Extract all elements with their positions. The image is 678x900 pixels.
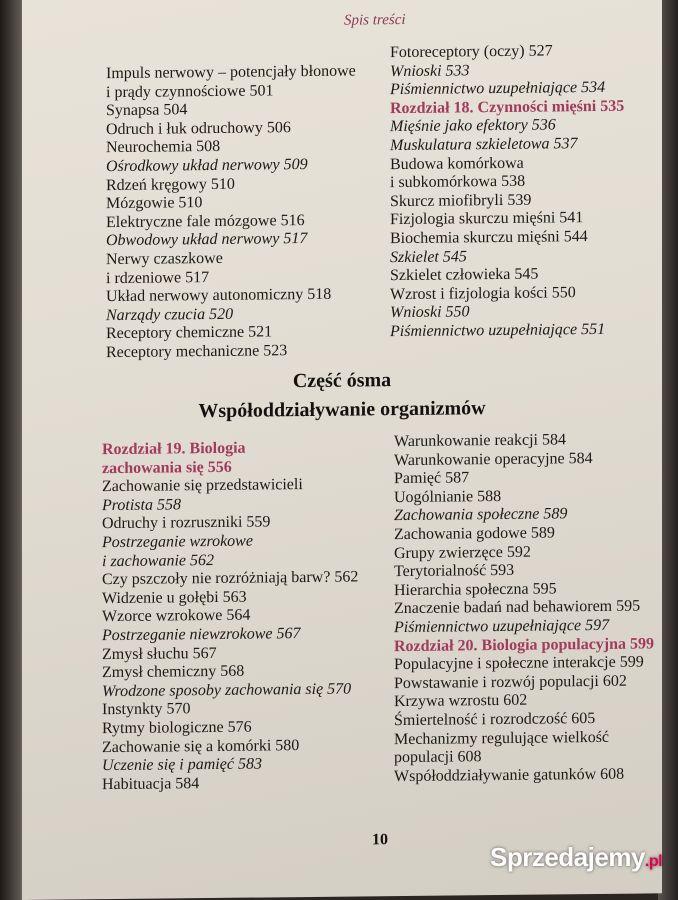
toc-entry: Wrodzone sposoby zachowania się 570 bbox=[102, 680, 352, 700]
toc-entry: Ośrodkowy układ nerwowy 509 bbox=[106, 155, 308, 176]
toc-entry: Szkielet 545 bbox=[390, 247, 467, 266]
toc-entry: Populacyjne i społeczne interakcje 599 bbox=[394, 653, 644, 674]
toc-entry: Wnioski 533 bbox=[390, 61, 470, 80]
toc-entry: i subkomórkowa 538 bbox=[390, 172, 526, 192]
toc-entry: Warunkowanie reakcji 584 bbox=[394, 431, 566, 451]
toc-entry: Mechanizmy regulujące wielkość bbox=[394, 728, 610, 748]
toc-entry: Biochemia skurczu mięśni 544 bbox=[390, 228, 588, 248]
toc-entry: i zachowanie 562 bbox=[102, 551, 214, 570]
toc-entry: Obwodowy układ nerwowy 517 bbox=[106, 230, 308, 250]
toc-entry: Szkielet człowieka 545 bbox=[390, 265, 539, 285]
toc-entry: Wzorce wzrokowe 564 bbox=[102, 606, 251, 626]
toc-entry: i prądy czynnościowe 501 bbox=[106, 81, 274, 101]
toc-entry: Śmiertelność i rozrodczość 605 bbox=[394, 709, 596, 730]
toc-entry: Synapsa 504 bbox=[106, 101, 188, 120]
toc-entry: Receptory chemiczne 521 bbox=[106, 323, 273, 343]
toc-entry: Odruchy i rozruszniki 559 bbox=[102, 513, 271, 533]
toc-entry: populacji 608 bbox=[394, 748, 482, 767]
toc-entry: Uczenie się i pamięć 583 bbox=[102, 755, 262, 775]
toc-entry: Impuls nerwowy – potencjały błonowe bbox=[106, 62, 356, 83]
toc-entry: Instynkty 570 bbox=[102, 700, 191, 719]
toc-entry: Zachowania godowe 589 bbox=[394, 524, 555, 544]
toc-entry: Widzenie u gołębi 563 bbox=[102, 588, 247, 607]
page-number: 10 bbox=[372, 831, 388, 849]
toc-entry: Receptory mechaniczne 523 bbox=[106, 342, 288, 362]
toc-entry: Współoddziaływanie gatunków 608 bbox=[394, 765, 625, 785]
toc-column-right-top bbox=[390, 42, 624, 342]
toc-entry: Muskulatura szkieletowa 537 bbox=[390, 135, 578, 155]
toc-entry: Postrzeganie niewzrokowe 567 bbox=[102, 625, 301, 645]
toc-entry: Zachowania społeczne 589 bbox=[394, 505, 568, 525]
watermark-logo bbox=[490, 842, 662, 873]
toc-entry: Rytmy biologiczne 576 bbox=[102, 718, 252, 738]
toc-entry: Wnioski 550 bbox=[390, 303, 470, 322]
toc-column-left-top bbox=[106, 63, 356, 363]
toc-entry: Nerwy czaszkowe bbox=[106, 249, 223, 269]
toc-entry: Zmysł chemiczny 568 bbox=[102, 662, 245, 682]
toc-entry: Fotoreceptory (oczy) 527 bbox=[390, 42, 553, 62]
watermark-text: Sprzedajemy bbox=[490, 842, 645, 872]
toc-entry: Pamięć 587 bbox=[394, 469, 470, 488]
toc-entry: Zachowanie się przedstawicieli bbox=[102, 476, 303, 496]
toc-entry: i rdzeniowe 517 bbox=[106, 268, 210, 287]
toc-entry: Rdzeń kręgowy 510 bbox=[106, 175, 235, 194]
toc-entry: Układ nerwowy autonomiczny 518 bbox=[106, 285, 332, 306]
toc-entry: Mięśnie jako efektory 536 bbox=[390, 116, 556, 136]
toc-entry: Zachowanie się a komórki 580 bbox=[102, 736, 300, 756]
toc-entry: Krzywa wzrostu 602 bbox=[394, 692, 528, 711]
watermark-suffix: .pl bbox=[644, 853, 663, 870]
toc-entry: Protista 558 bbox=[102, 496, 181, 514]
toc-entry: Zmysł słuchu 567 bbox=[102, 644, 217, 663]
toc-chapter-heading: Rozdział 18. Czynności mięśni 535 bbox=[390, 97, 625, 117]
toc-entry: Budowa komórkowa bbox=[390, 154, 524, 173]
part-title: Współoddziaływanie organizmów bbox=[198, 397, 486, 423]
toc-entry: Piśmiennictwo uzupełniające 597 bbox=[394, 616, 610, 637]
toc-entry: Elektryczne fale mózgowe 516 bbox=[106, 211, 305, 231]
toc-entry: Neurochemia 508 bbox=[106, 138, 221, 157]
toc-entry: Postrzeganie wzrokowe bbox=[102, 532, 253, 552]
toc-entry: Piśmiennictwo uzupełniające 551 bbox=[390, 320, 606, 341]
toc-entry: Odruch i łuk odruchowy 506 bbox=[106, 118, 291, 138]
toc-entry: Habituacja 584 bbox=[102, 774, 200, 793]
toc-entry: Powstawanie i rozwój populacji 602 bbox=[394, 672, 627, 692]
toc-entry: Narządy czucia 520 bbox=[106, 305, 234, 324]
toc-entry: Grupy zwierzęce 592 bbox=[394, 543, 531, 562]
book-page bbox=[22, 0, 662, 900]
toc-column-left-bottom bbox=[102, 438, 358, 794]
toc-entry: Mózgowie 510 bbox=[106, 194, 203, 213]
toc-column-right-bottom bbox=[394, 430, 654, 786]
toc-entry: Fizjologia skurczu mięśni 541 bbox=[390, 209, 584, 229]
toc-entry: Piśmiennictwo uzupełniające 534 bbox=[390, 79, 606, 99]
toc-chapter-heading: Rozdział 19. Biologia bbox=[102, 439, 246, 459]
toc-entry: Uogólnianie 588 bbox=[394, 487, 502, 506]
toc-chapter-heading: Rozdział 20. Biologia populacyjna 599 bbox=[394, 634, 655, 655]
toc-entry: Skurcz miofibryli 539 bbox=[390, 191, 532, 210]
part-label: Część ósma bbox=[292, 369, 392, 393]
toc-entry: Czy pszczoły nie rozróżniają barw? 562 bbox=[102, 568, 359, 589]
toc-entry: Terytorialność 593 bbox=[394, 562, 515, 581]
toc-entry: Warunkowanie operacyjne 584 bbox=[394, 449, 593, 469]
running-title: Spis treści bbox=[344, 11, 406, 29]
toc-entry: Znaczenie badań nad behawiorem 595 bbox=[394, 597, 641, 618]
toc-entry: Wzrost i fizjologia kości 550 bbox=[390, 283, 576, 303]
toc-entry: Hierarchia społeczna 595 bbox=[394, 580, 557, 599]
toc-chapter-heading: zachowania się 556 bbox=[102, 458, 232, 477]
